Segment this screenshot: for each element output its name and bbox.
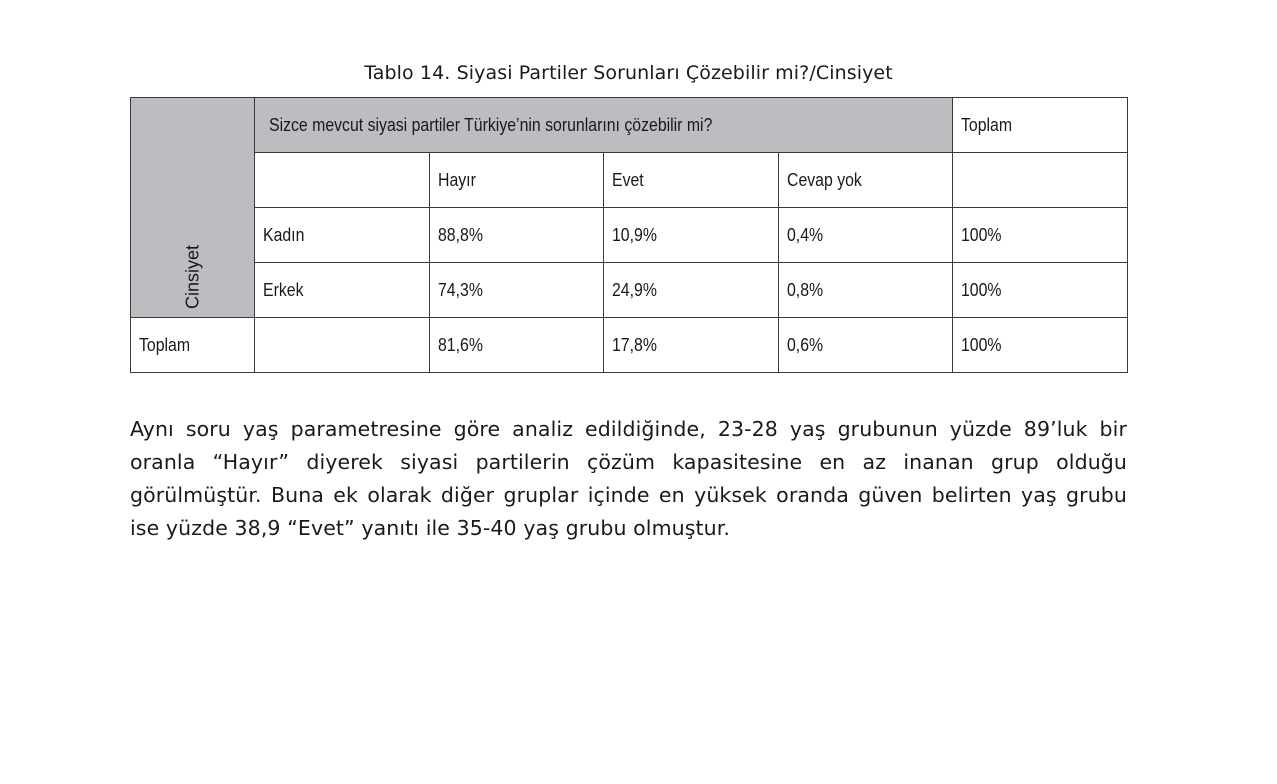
total-header-text: Toplam [961, 114, 1013, 135]
question-header [255, 98, 953, 153]
table-cell: 24,9% [604, 263, 779, 318]
question-text: Sizce mevcut siyasi partiler Türkiye’nin sorunlarını çözebilir mi? [269, 114, 713, 135]
table-cell: 74,3% [430, 263, 604, 318]
row-group-label: Cinsiyet [182, 244, 202, 309]
table-cell: 10,9% [604, 208, 779, 263]
column-header-evet: Evet [604, 153, 779, 208]
table-cell: 17,8% [604, 318, 779, 373]
empty-cell [953, 153, 1128, 208]
row-label: Erkek [255, 263, 430, 318]
table-cell-total: 100% [953, 263, 1128, 318]
row-group-header [131, 98, 255, 318]
column-header-hayir: Hayır [430, 153, 604, 208]
table-cell: 0,4% [779, 208, 953, 263]
answer-header-row [131, 153, 1128, 208]
table-row-toplam [131, 318, 1128, 373]
table-caption: Tablo 14. Siyasi Partiler Sorunları Çözebilir mi?/Cinsiyet [364, 62, 893, 84]
table-row-kadin [131, 208, 1128, 263]
row-label: Kadın [255, 208, 430, 263]
row-label: Toplam [131, 318, 255, 373]
results-table [130, 97, 1128, 373]
empty-cell [255, 153, 430, 208]
empty-cell [255, 318, 430, 373]
body-paragraph: Aynı soru yaş parametresine göre analiz edildiğinde, 23-28 yaş grubunun yüzde 89’luk bir oranla “Hayır” diyerek siyasi partilerin çözüm kapasitesine en az inanan grup olduğu görülmüştür. Buna ek olarak diğer gruplar içinde en yüksek oranda güven belirten yaş grubu ise yüzde 38,9 “Evet” yanıtı ile 35-40 yaş grubu olmuştur. [130, 417, 1127, 540]
table-cell: 0,6% [779, 318, 953, 373]
table-header-row [131, 98, 1128, 153]
table-row-erkek [131, 263, 1128, 318]
total-header [953, 98, 1128, 153]
table-cell-total: 100% [953, 208, 1128, 263]
column-header-cevap-yok: Cevap yok [779, 153, 953, 208]
table-cell: 0,8% [779, 263, 953, 318]
table-cell: 88,8% [430, 208, 604, 263]
table-cell-total: 100% [953, 318, 1128, 373]
table-cell: 81,6% [430, 318, 604, 373]
